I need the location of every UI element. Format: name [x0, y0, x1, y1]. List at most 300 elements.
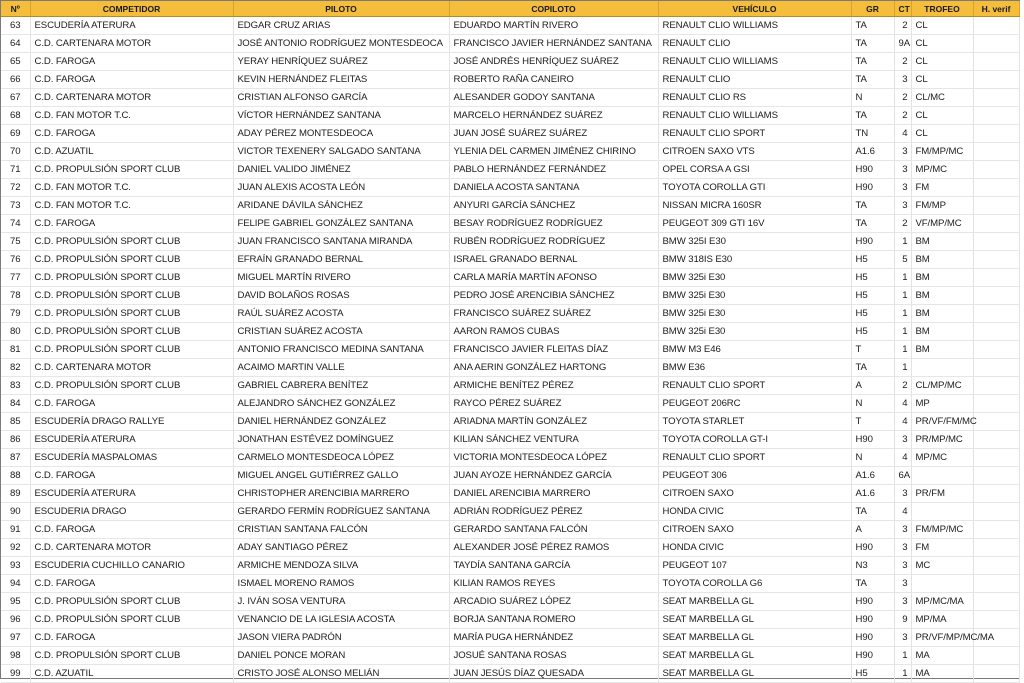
cell-hverif[interactable]	[973, 413, 1019, 431]
cell-ct[interactable]: 4	[894, 449, 911, 467]
cell-vehiculo[interactable]: HONDA CIVIC	[658, 539, 851, 557]
cell-trofeo[interactable]: MC	[911, 557, 973, 575]
cell-competidor[interactable]: C.D. FAN MOTOR T.C.	[30, 197, 233, 215]
cell-ct[interactable]: 4	[894, 125, 911, 143]
cell-hverif[interactable]	[973, 503, 1019, 521]
cell-num[interactable]: 78	[1, 287, 30, 305]
cell-competidor[interactable]: C.D. PROPULSIÓN SPORT CLUB	[30, 269, 233, 287]
cell-vehiculo[interactable]: RENAULT CLIO	[658, 71, 851, 89]
cell-hverif[interactable]	[973, 287, 1019, 305]
table-row[interactable]	[1, 233, 1019, 251]
table-row[interactable]	[1, 269, 1019, 287]
cell-copiloto[interactable]: JUAN JOSÉ SUÁREZ SUÁREZ	[449, 125, 658, 143]
cell-num[interactable]: 94	[1, 575, 30, 593]
cell-trofeo[interactable]: CL	[911, 125, 973, 143]
cell-hverif[interactable]	[973, 575, 1019, 593]
cell-num[interactable]: 71	[1, 161, 30, 179]
cell-num[interactable]: 98	[1, 647, 30, 665]
cell-piloto[interactable]: ARIDANE DÁVILA SÁNCHEZ	[233, 197, 449, 215]
cell-piloto[interactable]: JUAN ALEXIS ACOSTA LEÓN	[233, 179, 449, 197]
table-row[interactable]	[1, 539, 1019, 557]
cell-num[interactable]: 96	[1, 611, 30, 629]
cell-num[interactable]: 77	[1, 269, 30, 287]
cell-piloto[interactable]: ANTONIO FRANCISCO MEDINA SANTANA	[233, 341, 449, 359]
cell-competidor[interactable]: C.D. FAROGA	[30, 395, 233, 413]
cell-hverif[interactable]	[973, 485, 1019, 503]
cell-vehiculo[interactable]: BMW 325I E30	[658, 233, 851, 251]
cell-piloto[interactable]: ACAIMO MARTIN VALLE	[233, 359, 449, 377]
cell-trofeo[interactable]	[911, 575, 973, 593]
cell-piloto[interactable]: CRISTIAN SANTANA FALCÓN	[233, 521, 449, 539]
cell-competidor[interactable]: C.D. CARTENARA MOTOR	[30, 359, 233, 377]
cell-competidor[interactable]: C.D. PROPULSIÓN SPORT CLUB	[30, 323, 233, 341]
cell-copiloto[interactable]: PABLO HERNÁNDEZ FERNÁNDEZ	[449, 161, 658, 179]
cell-ct[interactable]: 4	[894, 395, 911, 413]
cell-num[interactable]: 80	[1, 323, 30, 341]
cell-competidor[interactable]: C.D. CARTENARA MOTOR	[30, 89, 233, 107]
cell-piloto[interactable]: JASON VIERA PADRÓN	[233, 629, 449, 647]
cell-copiloto[interactable]: ALEXANDER JOSÉ PÉREZ RAMOS	[449, 539, 658, 557]
cell-hverif[interactable]	[973, 179, 1019, 197]
cell-piloto[interactable]: DANIEL VALIDO JIMÉNEZ	[233, 161, 449, 179]
cell-ct[interactable]: 3	[894, 485, 911, 503]
cell-num[interactable]: 64	[1, 35, 30, 53]
cell-trofeo[interactable]: CL/MC	[911, 89, 973, 107]
header-gr[interactable]: GR	[851, 1, 894, 17]
cell-trofeo[interactable]: BM	[911, 269, 973, 287]
cell-competidor[interactable]: C.D. PROPULSIÓN SPORT CLUB	[30, 593, 233, 611]
cell-copiloto[interactable]: GERARDO SANTANA FALCÓN	[449, 521, 658, 539]
cell-ct[interactable]: 3	[894, 629, 911, 647]
cell-gr[interactable]: H90	[851, 161, 894, 179]
table-row[interactable]	[1, 197, 1019, 215]
cell-piloto[interactable]: YERAY HENRÍQUEZ SUÁREZ	[233, 53, 449, 71]
cell-vehiculo[interactable]: CITROEN SAXO VTS	[658, 143, 851, 161]
cell-competidor[interactable]: C.D. AZUATIL	[30, 143, 233, 161]
cell-ct[interactable]: 1	[894, 359, 911, 377]
cell-gr[interactable]: H90	[851, 233, 894, 251]
header-competidor[interactable]: COMPETIDOR	[30, 1, 233, 17]
cell-competidor[interactable]: C.D. FAROGA	[30, 215, 233, 233]
cell-competidor[interactable]: ESCUDERÍA ATERURA	[30, 485, 233, 503]
cell-gr[interactable]: N3	[851, 557, 894, 575]
cell-gr[interactable]: N	[851, 395, 894, 413]
cell-piloto[interactable]: DANIEL PONCE MORAN	[233, 647, 449, 665]
cell-competidor[interactable]: C.D. PROPULSIÓN SPORT CLUB	[30, 161, 233, 179]
cell-trofeo[interactable]: FM/MP/MC	[911, 521, 973, 539]
cell-gr[interactable]: T	[851, 341, 894, 359]
cell-trofeo[interactable]: BM	[911, 251, 973, 269]
cell-num[interactable]: 97	[1, 629, 30, 647]
cell-vehiculo[interactable]: TOYOTA COROLLA GTI	[658, 179, 851, 197]
table-row[interactable]	[1, 341, 1019, 359]
cell-vehiculo[interactable]: BMW M3 E46	[658, 341, 851, 359]
table-row[interactable]	[1, 557, 1019, 575]
cell-ct[interactable]: 5	[894, 251, 911, 269]
cell-copiloto[interactable]: EDUARDO MARTÍN RIVERO	[449, 17, 658, 35]
cell-piloto[interactable]: CRISTIAN SUÁREZ ACOSTA	[233, 323, 449, 341]
table-row[interactable]	[1, 107, 1019, 125]
cell-ct[interactable]: 4	[894, 503, 911, 521]
cell-copiloto[interactable]: JOSUÉ SANTANA ROSAS	[449, 647, 658, 665]
cell-hverif[interactable]	[973, 557, 1019, 575]
cell-piloto[interactable]: EFRAÍN GRANADO BERNAL	[233, 251, 449, 269]
cell-hverif[interactable]	[973, 71, 1019, 89]
cell-piloto[interactable]: JONATHAN ESTÉVEZ DOMÍNGUEZ	[233, 431, 449, 449]
cell-trofeo[interactable]: MA	[911, 665, 973, 683]
cell-hverif[interactable]	[973, 611, 1019, 629]
cell-hverif[interactable]	[973, 161, 1019, 179]
cell-ct[interactable]: 3	[894, 539, 911, 557]
cell-competidor[interactable]: ESCUDERIA CUCHILLO CANARIO	[30, 557, 233, 575]
cell-copiloto[interactable]: FRANCISCO JAVIER HERNÁNDEZ SANTANA	[449, 35, 658, 53]
cell-trofeo[interactable]: VF/MP/MC	[911, 215, 973, 233]
cell-ct[interactable]: 3	[894, 161, 911, 179]
cell-trofeo[interactable]: FM/MP	[911, 197, 973, 215]
cell-ct[interactable]: 3	[894, 557, 911, 575]
cell-ct[interactable]: 6A	[894, 467, 911, 485]
cell-trofeo[interactable]: BM	[911, 305, 973, 323]
cell-vehiculo[interactable]: SEAT MARBELLA GL	[658, 629, 851, 647]
cell-trofeo[interactable]: PR/VF/MP/MC/MA	[911, 629, 973, 647]
cell-trofeo[interactable]: BM	[911, 287, 973, 305]
cell-gr[interactable]: A1.6	[851, 467, 894, 485]
cell-vehiculo[interactable]: SEAT MARBELLA GL	[658, 593, 851, 611]
cell-hverif[interactable]	[973, 89, 1019, 107]
cell-trofeo[interactable]: CL	[911, 53, 973, 71]
cell-gr[interactable]: A1.6	[851, 485, 894, 503]
cell-num[interactable]: 70	[1, 143, 30, 161]
cell-num[interactable]: 86	[1, 431, 30, 449]
cell-gr[interactable]: TN	[851, 125, 894, 143]
cell-hverif[interactable]	[973, 539, 1019, 557]
header-piloto[interactable]: PILOTO	[233, 1, 449, 17]
cell-piloto[interactable]: MIGUEL ANGEL GUTIÉRREZ GALLO	[233, 467, 449, 485]
cell-num[interactable]: 95	[1, 593, 30, 611]
cell-competidor[interactable]: ESCUDERÍA ATERURA	[30, 431, 233, 449]
header-num[interactable]: Nº	[1, 1, 30, 17]
cell-num[interactable]: 90	[1, 503, 30, 521]
cell-hverif[interactable]	[973, 215, 1019, 233]
cell-copiloto[interactable]: BESAY RODRÍGUEZ RODRÍGUEZ	[449, 215, 658, 233]
cell-competidor[interactable]: ESCUDERÍA MASPALOMAS	[30, 449, 233, 467]
cell-trofeo[interactable]: CL	[911, 35, 973, 53]
cell-ct[interactable]: 3	[894, 197, 911, 215]
table-row[interactable]	[1, 359, 1019, 377]
cell-vehiculo[interactable]: RENAULT CLIO WILLIAMS	[658, 17, 851, 35]
table-row[interactable]	[1, 431, 1019, 449]
cell-num[interactable]: 75	[1, 233, 30, 251]
cell-hverif[interactable]	[973, 197, 1019, 215]
cell-vehiculo[interactable]: SEAT MARBELLA GL	[658, 665, 851, 683]
cell-vehiculo[interactable]: BMW 325i E30	[658, 287, 851, 305]
cell-piloto[interactable]: EDGAR CRUZ ARIAS	[233, 17, 449, 35]
cell-trofeo[interactable]: MP/MC	[911, 449, 973, 467]
cell-ct[interactable]: 3	[894, 575, 911, 593]
cell-ct[interactable]: 1	[894, 287, 911, 305]
cell-vehiculo[interactable]: TOYOTA STARLET	[658, 413, 851, 431]
cell-piloto[interactable]: J. IVÁN SOSA VENTURA	[233, 593, 449, 611]
cell-competidor[interactable]: C.D. CARTENARA MOTOR	[30, 35, 233, 53]
cell-trofeo[interactable]: FM/MP/MC	[911, 143, 973, 161]
cell-vehiculo[interactable]: BMW 318IS E30	[658, 251, 851, 269]
cell-trofeo[interactable]: CL	[911, 107, 973, 125]
cell-ct[interactable]: 2	[894, 377, 911, 395]
cell-num[interactable]: 99	[1, 665, 30, 683]
cell-copiloto[interactable]: JUAN JESÚS DÍAZ QUESADA	[449, 665, 658, 683]
cell-trofeo[interactable]: MP/MC/MA	[911, 593, 973, 611]
cell-copiloto[interactable]: AARON RAMOS CUBAS	[449, 323, 658, 341]
cell-gr[interactable]: H5	[851, 269, 894, 287]
cell-piloto[interactable]: ISMAEL MORENO RAMOS	[233, 575, 449, 593]
cell-vehiculo[interactable]: PEUGEOT 306	[658, 467, 851, 485]
cell-ct[interactable]: 1	[894, 305, 911, 323]
header-copiloto[interactable]: COPILOTO	[449, 1, 658, 17]
table-row[interactable]	[1, 377, 1019, 395]
cell-piloto[interactable]: DANIEL HERNÁNDEZ GONZÁLEZ	[233, 413, 449, 431]
table-row[interactable]	[1, 611, 1019, 629]
cell-hverif[interactable]	[973, 665, 1019, 683]
cell-copiloto[interactable]: CARLA MARÍA MARTÍN AFONSO	[449, 269, 658, 287]
cell-competidor[interactable]: C.D. FAROGA	[30, 575, 233, 593]
cell-copiloto[interactable]: ARCADIO SUÁREZ LÓPEZ	[449, 593, 658, 611]
cell-trofeo[interactable]	[911, 359, 973, 377]
cell-hverif[interactable]	[973, 341, 1019, 359]
cell-gr[interactable]: TA	[851, 53, 894, 71]
cell-vehiculo[interactable]: BMW 325i E30	[658, 323, 851, 341]
cell-vehiculo[interactable]: BMW 325i E30	[658, 305, 851, 323]
cell-num[interactable]: 76	[1, 251, 30, 269]
table-row[interactable]	[1, 665, 1019, 683]
table-row[interactable]	[1, 323, 1019, 341]
cell-num[interactable]: 67	[1, 89, 30, 107]
cell-trofeo[interactable]: FM	[911, 539, 973, 557]
cell-num[interactable]: 65	[1, 53, 30, 71]
cell-vehiculo[interactable]: OPEL CORSA A GSI	[658, 161, 851, 179]
cell-piloto[interactable]: ARMICHE MENDOZA SILVA	[233, 557, 449, 575]
cell-gr[interactable]: H90	[851, 611, 894, 629]
cell-trofeo[interactable]: PR/FM	[911, 485, 973, 503]
table-row[interactable]	[1, 143, 1019, 161]
cell-hverif[interactable]	[973, 305, 1019, 323]
cell-vehiculo[interactable]: RENAULT CLIO WILLIAMS	[658, 107, 851, 125]
cell-num[interactable]: 63	[1, 17, 30, 35]
cell-vehiculo[interactable]: SEAT MARBELLA GL	[658, 611, 851, 629]
cell-ct[interactable]: 3	[894, 179, 911, 197]
cell-competidor[interactable]: ESCUDERÍA ATERURA	[30, 17, 233, 35]
table-row[interactable]	[1, 71, 1019, 89]
cell-ct[interactable]: 3	[894, 71, 911, 89]
table-row[interactable]	[1, 575, 1019, 593]
cell-copiloto[interactable]: RUBÉN RODRÍGUEZ RODRÍGUEZ	[449, 233, 658, 251]
cell-ct[interactable]: 1	[894, 323, 911, 341]
cell-competidor[interactable]: C.D. FAROGA	[30, 125, 233, 143]
table-row[interactable]	[1, 593, 1019, 611]
cell-hverif[interactable]	[973, 17, 1019, 35]
cell-copiloto[interactable]: MARÍA PUGA HERNÁNDEZ	[449, 629, 658, 647]
cell-trofeo[interactable]: BM	[911, 323, 973, 341]
cell-piloto[interactable]: ADAY SANTIAGO PÉREZ	[233, 539, 449, 557]
cell-gr[interactable]: H5	[851, 323, 894, 341]
cell-gr[interactable]: H90	[851, 431, 894, 449]
table-row[interactable]	[1, 449, 1019, 467]
cell-gr[interactable]: H90	[851, 647, 894, 665]
cell-hverif[interactable]	[973, 521, 1019, 539]
cell-num[interactable]: 91	[1, 521, 30, 539]
cell-gr[interactable]: H90	[851, 629, 894, 647]
cell-trofeo[interactable]: PR/VF/FM/MC	[911, 413, 973, 431]
cell-gr[interactable]: TA	[851, 17, 894, 35]
cell-vehiculo[interactable]: TOYOTA COROLLA GT-I	[658, 431, 851, 449]
cell-competidor[interactable]: C.D. AZUATIL	[30, 665, 233, 683]
cell-copiloto[interactable]: MARCELO HERNÁNDEZ SUÁREZ	[449, 107, 658, 125]
cell-piloto[interactable]: CARMELO MONTESDEOCA LÓPEZ	[233, 449, 449, 467]
cell-vehiculo[interactable]: CITROEN SAXO	[658, 521, 851, 539]
cell-competidor[interactable]: C.D. PROPULSIÓN SPORT CLUB	[30, 647, 233, 665]
cell-num[interactable]: 82	[1, 359, 30, 377]
cell-competidor[interactable]: C.D. PROPULSIÓN SPORT CLUB	[30, 341, 233, 359]
cell-num[interactable]: 69	[1, 125, 30, 143]
cell-piloto[interactable]: JUAN FRANCISCO SANTANA MIRANDA	[233, 233, 449, 251]
cell-gr[interactable]: H90	[851, 593, 894, 611]
cell-copiloto[interactable]: JOSÉ ANDRÉS HENRÍQUEZ SUÁREZ	[449, 53, 658, 71]
cell-gr[interactable]: A	[851, 377, 894, 395]
table-row[interactable]	[1, 251, 1019, 269]
table-row[interactable]	[1, 161, 1019, 179]
cell-gr[interactable]: TA	[851, 575, 894, 593]
table-row[interactable]	[1, 485, 1019, 503]
cell-trofeo[interactable]: FM	[911, 179, 973, 197]
cell-vehiculo[interactable]: SEAT MARBELLA GL	[658, 647, 851, 665]
cell-piloto[interactable]: JOSÉ ANTONIO RODRÍGUEZ MONTESDEOCA	[233, 35, 449, 53]
cell-num[interactable]: 83	[1, 377, 30, 395]
cell-gr[interactable]: H5	[851, 287, 894, 305]
cell-copiloto[interactable]: BORJA SANTANA ROMERO	[449, 611, 658, 629]
cell-piloto[interactable]: GABRIEL CABRERA BENÍTEZ	[233, 377, 449, 395]
cell-trofeo[interactable]	[911, 467, 973, 485]
cell-vehiculo[interactable]: RENAULT CLIO	[658, 35, 851, 53]
cell-num[interactable]: 92	[1, 539, 30, 557]
cell-ct[interactable]: 2	[894, 107, 911, 125]
cell-competidor[interactable]: C.D. PROPULSIÓN SPORT CLUB	[30, 233, 233, 251]
cell-competidor[interactable]: C.D. FAN MOTOR T.C.	[30, 107, 233, 125]
cell-copiloto[interactable]: JUAN AYOZE HERNÁNDEZ GARCÍA	[449, 467, 658, 485]
cell-ct[interactable]: 2	[894, 17, 911, 35]
cell-competidor[interactable]: C.D. FAROGA	[30, 629, 233, 647]
cell-num[interactable]: 84	[1, 395, 30, 413]
cell-hverif[interactable]	[973, 53, 1019, 71]
cell-vehiculo[interactable]: PEUGEOT 107	[658, 557, 851, 575]
cell-vehiculo[interactable]: RENAULT CLIO RS	[658, 89, 851, 107]
cell-copiloto[interactable]: PEDRO JOSÉ ARENCIBIA SÁNCHEZ	[449, 287, 658, 305]
cell-piloto[interactable]: KEVIN HERNÁNDEZ FLEITAS	[233, 71, 449, 89]
cell-copiloto[interactable]: DANIELA ACOSTA SANTANA	[449, 179, 658, 197]
table-row[interactable]	[1, 629, 1019, 647]
cell-ct[interactable]: 2	[894, 53, 911, 71]
table-row[interactable]	[1, 287, 1019, 305]
cell-competidor[interactable]: C.D. PROPULSIÓN SPORT CLUB	[30, 287, 233, 305]
cell-copiloto[interactable]: ROBERTO RAÑA CANEIRO	[449, 71, 658, 89]
cell-trofeo[interactable]: CL/MP/MC	[911, 377, 973, 395]
cell-num[interactable]: 73	[1, 197, 30, 215]
cell-trofeo[interactable]	[911, 503, 973, 521]
cell-num[interactable]: 66	[1, 71, 30, 89]
cell-num[interactable]: 74	[1, 215, 30, 233]
cell-copiloto[interactable]: DANIEL ARENCIBIA MARRERO	[449, 485, 658, 503]
header-ct[interactable]: CT	[894, 1, 911, 17]
cell-gr[interactable]: TA	[851, 107, 894, 125]
table-row[interactable]	[1, 89, 1019, 107]
table-row[interactable]	[1, 395, 1019, 413]
cell-competidor[interactable]: ESCUDERIA DRAGO	[30, 503, 233, 521]
cell-piloto[interactable]: DAVID BOLAÑOS ROSAS	[233, 287, 449, 305]
cell-num[interactable]: 85	[1, 413, 30, 431]
cell-copiloto[interactable]: YLENIA DEL CARMEN JIMÉNEZ CHIRINO	[449, 143, 658, 161]
cell-num[interactable]: 93	[1, 557, 30, 575]
cell-trofeo[interactable]: MP	[911, 395, 973, 413]
cell-ct[interactable]: 3	[894, 521, 911, 539]
table-row[interactable]	[1, 305, 1019, 323]
cell-piloto[interactable]: RAÚL SUÁREZ ACOSTA	[233, 305, 449, 323]
cell-vehiculo[interactable]: RENAULT CLIO WILLIAMS	[658, 53, 851, 71]
cell-vehiculo[interactable]: PEUGEOT 206RC	[658, 395, 851, 413]
cell-hverif[interactable]	[973, 449, 1019, 467]
cell-piloto[interactable]: CRISTIAN ALFONSO GARCÍA	[233, 89, 449, 107]
cell-trofeo[interactable]: BM	[911, 341, 973, 359]
cell-num[interactable]: 89	[1, 485, 30, 503]
cell-ct[interactable]: 9A	[894, 35, 911, 53]
cell-competidor[interactable]: C.D. FAROGA	[30, 521, 233, 539]
cell-hverif[interactable]	[973, 467, 1019, 485]
cell-piloto[interactable]: GERARDO FERMÍN RODRÍGUEZ SANTANA	[233, 503, 449, 521]
table-row[interactable]	[1, 179, 1019, 197]
cell-hverif[interactable]	[973, 35, 1019, 53]
table-row[interactable]	[1, 503, 1019, 521]
cell-gr[interactable]: H5	[851, 305, 894, 323]
cell-hverif[interactable]	[973, 233, 1019, 251]
cell-gr[interactable]: TA	[851, 71, 894, 89]
cell-copiloto[interactable]: KILIAN RAMOS REYES	[449, 575, 658, 593]
header-hverif[interactable]: H. verif	[973, 1, 1019, 17]
cell-vehiculo[interactable]: RENAULT CLIO SPORT	[658, 125, 851, 143]
cell-gr[interactable]: N	[851, 449, 894, 467]
cell-copiloto[interactable]: ANA AERIN GONZÁLEZ HARTONG	[449, 359, 658, 377]
cell-ct[interactable]: 3	[894, 593, 911, 611]
cell-hverif[interactable]	[973, 107, 1019, 125]
cell-competidor[interactable]: C.D. PROPULSIÓN SPORT CLUB	[30, 251, 233, 269]
table-row[interactable]	[1, 35, 1019, 53]
table-row[interactable]	[1, 467, 1019, 485]
cell-hverif[interactable]	[973, 593, 1019, 611]
cell-gr[interactable]: TA	[851, 359, 894, 377]
cell-ct[interactable]: 4	[894, 413, 911, 431]
cell-hverif[interactable]	[973, 359, 1019, 377]
cell-competidor[interactable]: C.D. CARTENARA MOTOR	[30, 539, 233, 557]
cell-piloto[interactable]: VENANCIO DE LA IGLESIA ACOSTA	[233, 611, 449, 629]
cell-hverif[interactable]	[973, 431, 1019, 449]
cell-gr[interactable]: A1.6	[851, 143, 894, 161]
table-row[interactable]	[1, 215, 1019, 233]
cell-vehiculo[interactable]: BMW 325i E30	[658, 269, 851, 287]
cell-gr[interactable]: TA	[851, 35, 894, 53]
cell-competidor[interactable]: C.D. FAROGA	[30, 71, 233, 89]
header-vehiculo[interactable]: VEHÍCULO	[658, 1, 851, 17]
cell-trofeo[interactable]: MP/MA	[911, 611, 973, 629]
cell-vehiculo[interactable]: RENAULT CLIO SPORT	[658, 377, 851, 395]
cell-trofeo[interactable]: BM	[911, 233, 973, 251]
cell-trofeo[interactable]: MA	[911, 647, 973, 665]
cell-ct[interactable]: 3	[894, 143, 911, 161]
